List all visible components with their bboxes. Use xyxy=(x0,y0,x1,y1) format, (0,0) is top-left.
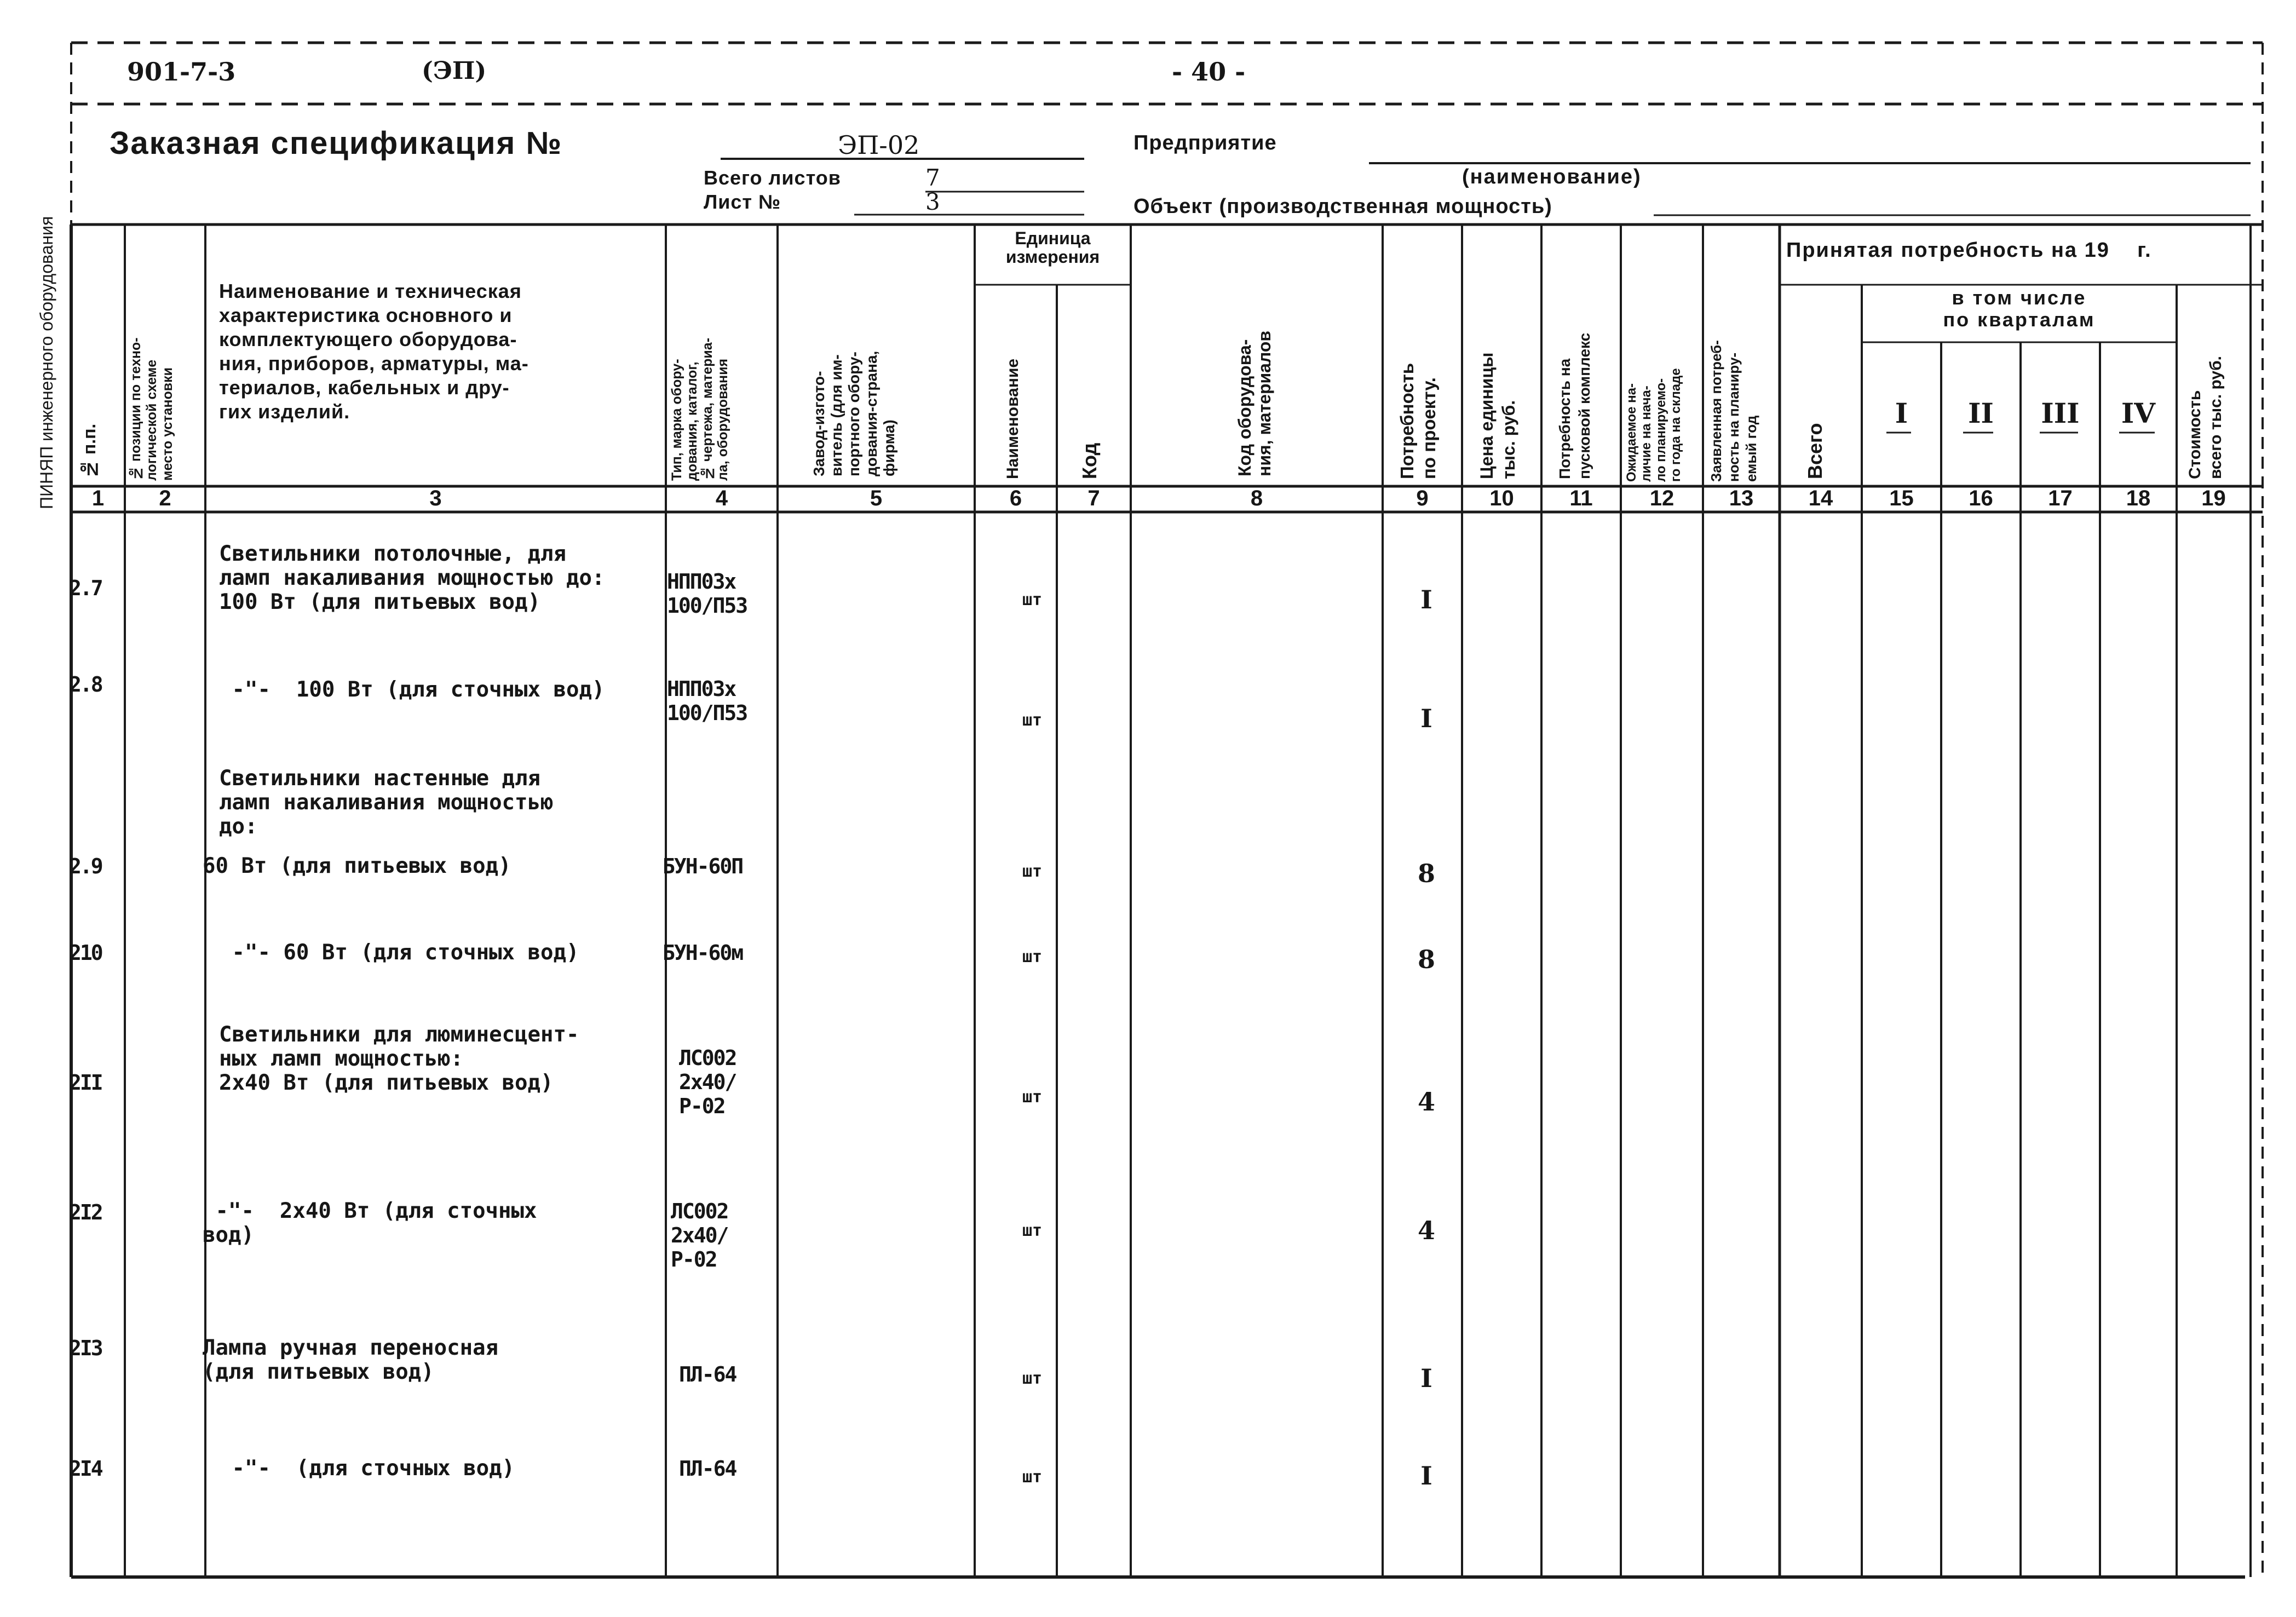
col-number: 6 xyxy=(1009,486,1022,510)
header-q2: II xyxy=(1968,397,1994,429)
row-qty: I xyxy=(1420,585,1432,614)
row-name: Светильники потолочные, для ламп накаливания мощностью до: 100 Вт (для питьевых вод) xyxy=(219,542,605,614)
header-name: Наименование и техническая характеристика основного и комплектующего оборудова- ния, приборов, арматуры, ма- териалов, кабельных и дру- гих изделий. xyxy=(219,280,529,423)
spec-number: ЭП-02 xyxy=(838,130,920,160)
row-unit: шт xyxy=(1022,590,1043,609)
row-type: НПП03х 100/П53 xyxy=(667,569,747,618)
row-unit: шт xyxy=(1022,1087,1043,1107)
side-label: ПИНЯП инженерного оборудования xyxy=(37,216,56,509)
row-name: Светильники для люминесцент- ных ламп мощностью: 2х40 Вт (для питьевых вод) xyxy=(219,1022,579,1095)
row-number: 2I4 xyxy=(69,1457,102,1481)
row-number: 2II xyxy=(69,1071,102,1095)
col-number: 2 xyxy=(159,486,171,510)
header-manufacturer: Завод-изгото- витель (для им- портного обору- дования-страна, фирма) xyxy=(810,350,897,476)
header-q4: IV xyxy=(2121,397,2156,429)
header-cost: Стоимость всего тыс. руб. xyxy=(2186,356,2225,479)
header-row-number: № п.п. xyxy=(79,423,99,479)
col-number: 4 xyxy=(715,486,728,510)
row-qty: 8 xyxy=(1417,945,1435,974)
col-number: 7 xyxy=(1087,486,1100,510)
doc-code: 901-7-3 xyxy=(127,57,236,87)
header-accepted-group: Принятая потребность на 19 г. xyxy=(1786,239,2152,262)
row-qty: 4 xyxy=(1417,1087,1435,1117)
header-startup-demand: Потребность на пусковой комплекс xyxy=(1556,332,1593,479)
object-label: Объект (производственная мощность) xyxy=(1133,195,1552,218)
header-unit-price: Цена единицы тыс. руб. xyxy=(1477,352,1518,479)
sheet-number: 3 xyxy=(925,188,940,215)
enterprise-label: Предприятие xyxy=(1133,131,1277,154)
total-sheets-label: Всего листов xyxy=(704,166,841,189)
col-number: 17 xyxy=(2048,486,2073,510)
header-quarters-group: в том числе по кварталам xyxy=(1943,286,2096,331)
col-number: 15 xyxy=(1889,486,1914,510)
row-type: ЛС002 2х40/ Р-02 xyxy=(671,1199,728,1271)
row-type: БУН-60м xyxy=(663,941,743,965)
row-name: -"- 100 Вт (для сточных вод) xyxy=(219,677,605,702)
col-number: 12 xyxy=(1649,486,1674,510)
col-number: 8 xyxy=(1250,486,1263,510)
row-type: ЛС002 2х40/ Р-02 xyxy=(679,1046,736,1118)
col-number: 1 xyxy=(91,486,105,510)
header-unit-name: Наименование xyxy=(1004,358,1022,479)
header-total: Всего xyxy=(1804,423,1826,479)
row-name: -"- 2х40 Вт (для сточных вод) xyxy=(203,1199,537,1247)
col-number: 3 xyxy=(429,486,442,510)
row-qty: I xyxy=(1420,704,1432,733)
header-equipment-code: Код оборудова- ния, материалов xyxy=(1235,330,1274,476)
spec-title: Заказная спецификация № xyxy=(110,125,563,161)
header-q1: I xyxy=(1895,397,1908,429)
row-qty: 4 xyxy=(1417,1216,1435,1245)
header-position: № позиции по техно- логической схеме место установки xyxy=(128,337,175,481)
header-unit-group: Единица измерения xyxy=(1005,228,1100,267)
row-name: -"- (для сточных вод) xyxy=(219,1456,515,1481)
header-type: Тип, марка обору- дования, каталог, № чертежа, материа- ла, оборудования xyxy=(669,337,730,481)
doc-mark: (ЭП) xyxy=(422,57,487,85)
row-type: ПЛ-64 xyxy=(679,1362,736,1386)
row-qty: 8 xyxy=(1417,859,1435,888)
col-number: 5 xyxy=(870,486,883,510)
group-heading: Светильники настенные для ламп накаливания мощностью до: xyxy=(219,766,554,839)
row-name: -"- 60 Вт (для сточных вод) xyxy=(219,940,579,965)
row-number: 210 xyxy=(69,941,102,965)
header-q3: III xyxy=(2041,397,2080,429)
header-demand: Потребность по проекту. xyxy=(1397,362,1439,479)
col-number: 9 xyxy=(1416,486,1429,510)
col-number: 18 xyxy=(2126,486,2151,510)
col-number: 13 xyxy=(1729,486,1754,510)
row-unit: шт xyxy=(1022,862,1043,881)
row-type: БУН-60П xyxy=(663,854,743,878)
page-number: - 40 - xyxy=(1172,57,1246,87)
row-number: 2.9 xyxy=(69,854,102,878)
row-name: 60 Вт (для питьевых вод) xyxy=(203,854,511,878)
row-unit: шт xyxy=(1022,1369,1043,1388)
sheet-label: Лист № xyxy=(704,191,781,213)
col-number: 19 xyxy=(2201,486,2226,510)
row-number: 2I2 xyxy=(69,1200,102,1224)
col-number: 14 xyxy=(1808,486,1833,510)
row-unit: шт xyxy=(1022,1221,1043,1240)
row-number: 2I3 xyxy=(69,1336,102,1360)
row-unit: шт xyxy=(1022,947,1043,966)
row-qty: I xyxy=(1420,1461,1432,1491)
row-type: НПП03х 100/П53 xyxy=(667,677,747,725)
row-number: 2.8 xyxy=(69,672,102,697)
row-number: 2.7 xyxy=(69,576,102,600)
col-number: 10 xyxy=(1489,486,1514,510)
header-unit-code: Код xyxy=(1078,442,1101,479)
row-qty: I xyxy=(1420,1363,1432,1393)
row-unit: шт xyxy=(1022,711,1043,730)
row-unit: шт xyxy=(1022,1468,1043,1487)
col-number: 11 xyxy=(1569,486,1593,510)
total-sheets: 7 xyxy=(925,164,940,191)
row-name: Лампа ручная переносная (для питьевых вод) xyxy=(203,1336,499,1384)
header-declared-demand: Заявленная потреб- ность на планиру- емый год xyxy=(1708,340,1759,482)
row-type: ПЛ-64 xyxy=(679,1457,736,1481)
header-expected-stock: Ожидаемое на- личие на нача- ло планируемо- го года на складе xyxy=(1624,368,1683,482)
col-number: 16 xyxy=(1969,486,1993,510)
name-caption: (наименование) xyxy=(1462,165,1642,188)
